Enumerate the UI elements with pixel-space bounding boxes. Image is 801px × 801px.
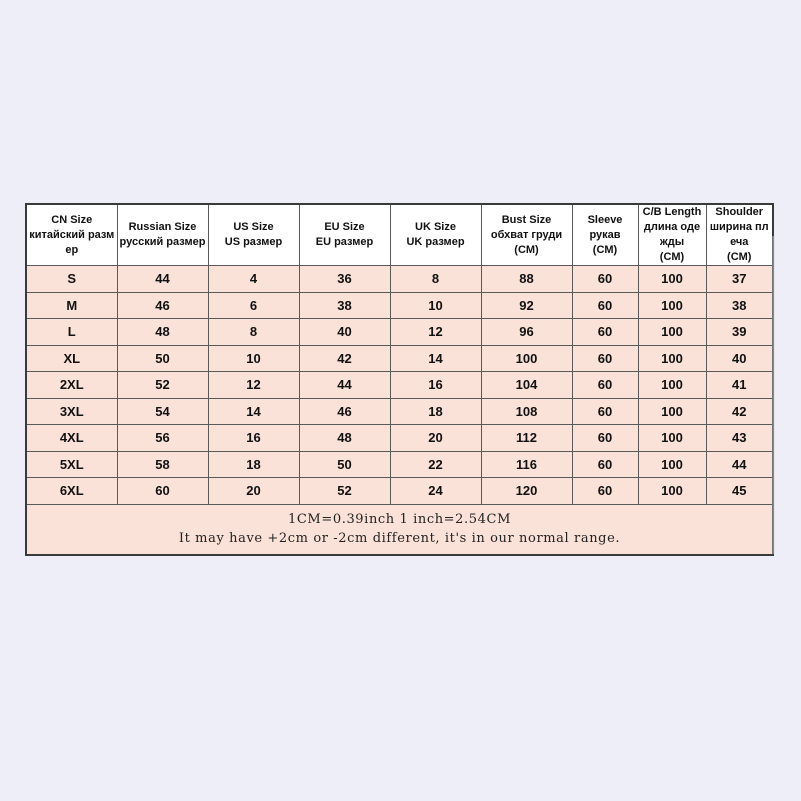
measurement-cell: 44 bbox=[299, 372, 390, 399]
measurement-cell: 46 bbox=[299, 398, 390, 425]
header-cell-line: UK размер bbox=[406, 236, 465, 248]
measurement-cell: 40 bbox=[706, 345, 773, 372]
measurement-cell: 41 bbox=[706, 372, 773, 399]
header-cell-line: US размер bbox=[224, 236, 283, 248]
measurement-cell: 60 bbox=[117, 478, 208, 505]
measurement-cell: 100 bbox=[638, 372, 706, 399]
measurement-cell: 60 bbox=[572, 345, 638, 372]
size-label-cell: 3XL bbox=[26, 398, 117, 425]
measurement-cell: 50 bbox=[117, 345, 208, 372]
header-cell bbox=[572, 204, 638, 266]
header-cell-line: Russian Size bbox=[128, 221, 197, 233]
size-table bbox=[25, 203, 774, 556]
header-cell bbox=[481, 204, 572, 266]
measurement-cell: 18 bbox=[390, 398, 481, 425]
measurement-cell: 60 bbox=[572, 266, 638, 293]
measurement-cell: 100 bbox=[481, 345, 572, 372]
measurement-cell: 104 bbox=[481, 372, 572, 399]
measurement-cell: 54 bbox=[117, 398, 208, 425]
header-cell-line: Sleeve bbox=[587, 213, 623, 226]
measurement-cell: 20 bbox=[208, 478, 299, 505]
measurement-cell: 42 bbox=[299, 345, 390, 372]
measurement-cell: 14 bbox=[208, 398, 299, 425]
measurement-cell: 16 bbox=[390, 372, 481, 399]
measurement-cell: 52 bbox=[299, 478, 390, 505]
table-row bbox=[26, 266, 773, 293]
measurement-cell: 92 bbox=[481, 292, 572, 319]
measurement-cell: 100 bbox=[638, 319, 706, 346]
measurement-cell: 60 bbox=[572, 319, 638, 346]
header-cell-line: CN Size bbox=[51, 213, 93, 226]
measurement-cell: 18 bbox=[208, 451, 299, 478]
measurement-cell: 60 bbox=[572, 451, 638, 478]
measurement-cell: 8 bbox=[208, 319, 299, 346]
measurement-cell: 100 bbox=[638, 425, 706, 452]
measurement-cell: 10 bbox=[208, 345, 299, 372]
table-row bbox=[26, 425, 773, 452]
table-row bbox=[26, 345, 773, 372]
measurement-cell: 100 bbox=[638, 398, 706, 425]
header-cell-line: обхват груди bbox=[490, 228, 563, 241]
header-cell bbox=[706, 204, 773, 266]
header-cell bbox=[26, 204, 117, 266]
measurement-cell: 24 bbox=[390, 478, 481, 505]
measurement-cell: 60 bbox=[572, 372, 638, 399]
measurement-cell: 46 bbox=[117, 292, 208, 319]
tolerance-note: It may have +2cm or -2cm different, it's in our normal range. bbox=[178, 531, 621, 546]
header-row bbox=[26, 204, 773, 266]
conversion-note: 1CM=0.39inch 1 inch=2.54CM bbox=[288, 512, 511, 527]
header-cell-line: русский размер bbox=[119, 236, 206, 248]
header-cell bbox=[299, 204, 390, 266]
size-chart bbox=[25, 203, 772, 556]
measurement-cell: 52 bbox=[117, 372, 208, 399]
table-row bbox=[26, 292, 773, 319]
header-cell-line: (CM) bbox=[514, 243, 539, 256]
header-cell-line: Shoulder bbox=[715, 206, 764, 218]
header-cell-line: ер bbox=[65, 243, 79, 256]
measurement-cell: 8 bbox=[390, 266, 481, 293]
header-cell bbox=[638, 204, 706, 266]
header-cell-line: рукав bbox=[589, 228, 621, 241]
header-cell-line: ширина пл bbox=[709, 221, 769, 233]
measurement-cell: 38 bbox=[706, 292, 773, 319]
measurement-cell: 50 bbox=[299, 451, 390, 478]
header-cell-line: UK Size bbox=[415, 221, 456, 233]
measurement-cell: 96 bbox=[481, 319, 572, 346]
measurement-cell: 100 bbox=[638, 292, 706, 319]
note-cell bbox=[26, 504, 773, 555]
table-row bbox=[26, 478, 773, 505]
measurement-cell: 100 bbox=[638, 478, 706, 505]
measurement-cell: 116 bbox=[481, 451, 572, 478]
measurement-cell: 88 bbox=[481, 266, 572, 293]
header-cell-line: US Size bbox=[233, 221, 274, 233]
measurement-cell: 38 bbox=[299, 292, 390, 319]
measurement-cell: 20 bbox=[390, 425, 481, 452]
size-label-cell: 2XL bbox=[26, 372, 117, 399]
header-cell bbox=[117, 204, 208, 266]
measurement-cell: 60 bbox=[572, 478, 638, 505]
header-cell-line: (CM) bbox=[727, 251, 752, 263]
measurement-cell: 100 bbox=[638, 451, 706, 478]
size-label-cell: L bbox=[26, 319, 117, 346]
size-label-cell: 4XL bbox=[26, 425, 117, 452]
header-cell-line: (CM) bbox=[659, 251, 685, 263]
measurement-cell: 45 bbox=[706, 478, 773, 505]
header-cell-line: жды bbox=[659, 236, 685, 248]
header-cell-line: (CM) bbox=[592, 243, 618, 256]
measurement-cell: 60 bbox=[572, 398, 638, 425]
measurement-cell: 4 bbox=[208, 266, 299, 293]
measurement-cell: 100 bbox=[638, 345, 706, 372]
measurement-cell: 16 bbox=[208, 425, 299, 452]
size-label-cell: 6XL bbox=[26, 478, 117, 505]
header-cell-line: еча bbox=[730, 236, 749, 248]
note-row bbox=[26, 504, 773, 555]
header-cell-line: Bust Size bbox=[501, 213, 552, 226]
header-cell-line: EU размер bbox=[315, 236, 374, 248]
measurement-cell: 43 bbox=[706, 425, 773, 452]
size-label-cell: S bbox=[26, 266, 117, 293]
measurement-cell: 40 bbox=[299, 319, 390, 346]
table-row bbox=[26, 372, 773, 399]
measurement-cell: 60 bbox=[572, 292, 638, 319]
measurement-cell: 112 bbox=[481, 425, 572, 452]
header-cell-line: китайский разм bbox=[29, 228, 115, 241]
header-cell-line: EU Size bbox=[324, 221, 365, 233]
measurement-cell: 39 bbox=[706, 319, 773, 346]
measurement-cell: 58 bbox=[117, 451, 208, 478]
measurement-cell: 120 bbox=[481, 478, 572, 505]
table-row bbox=[26, 398, 773, 425]
measurement-cell: 10 bbox=[390, 292, 481, 319]
measurement-cell: 108 bbox=[481, 398, 572, 425]
header-cell bbox=[390, 204, 481, 266]
measurement-cell: 36 bbox=[299, 266, 390, 293]
page-shadow bbox=[772, 236, 775, 554]
measurement-cell: 44 bbox=[117, 266, 208, 293]
measurement-cell: 37 bbox=[706, 266, 773, 293]
measurement-cell: 56 bbox=[117, 425, 208, 452]
measurement-cell: 22 bbox=[390, 451, 481, 478]
measurement-cell: 6 bbox=[208, 292, 299, 319]
measurement-cell: 48 bbox=[299, 425, 390, 452]
measurement-cell: 42 bbox=[706, 398, 773, 425]
table-row bbox=[26, 319, 773, 346]
header-cell-line: длина оде bbox=[643, 221, 701, 233]
measurement-cell: 12 bbox=[208, 372, 299, 399]
measurement-cell: 14 bbox=[390, 345, 481, 372]
header-cell bbox=[208, 204, 299, 266]
header-cell-line: C/B Length bbox=[642, 206, 702, 218]
size-label-cell: 5XL bbox=[26, 451, 117, 478]
measurement-cell: 44 bbox=[706, 451, 773, 478]
size-label-cell: XL bbox=[26, 345, 117, 372]
size-label-cell: M bbox=[26, 292, 117, 319]
measurement-cell: 100 bbox=[638, 266, 706, 293]
measurement-cell: 60 bbox=[572, 425, 638, 452]
table-row bbox=[26, 451, 773, 478]
measurement-cell: 12 bbox=[390, 319, 481, 346]
measurement-cell: 48 bbox=[117, 319, 208, 346]
table-body bbox=[26, 266, 773, 505]
